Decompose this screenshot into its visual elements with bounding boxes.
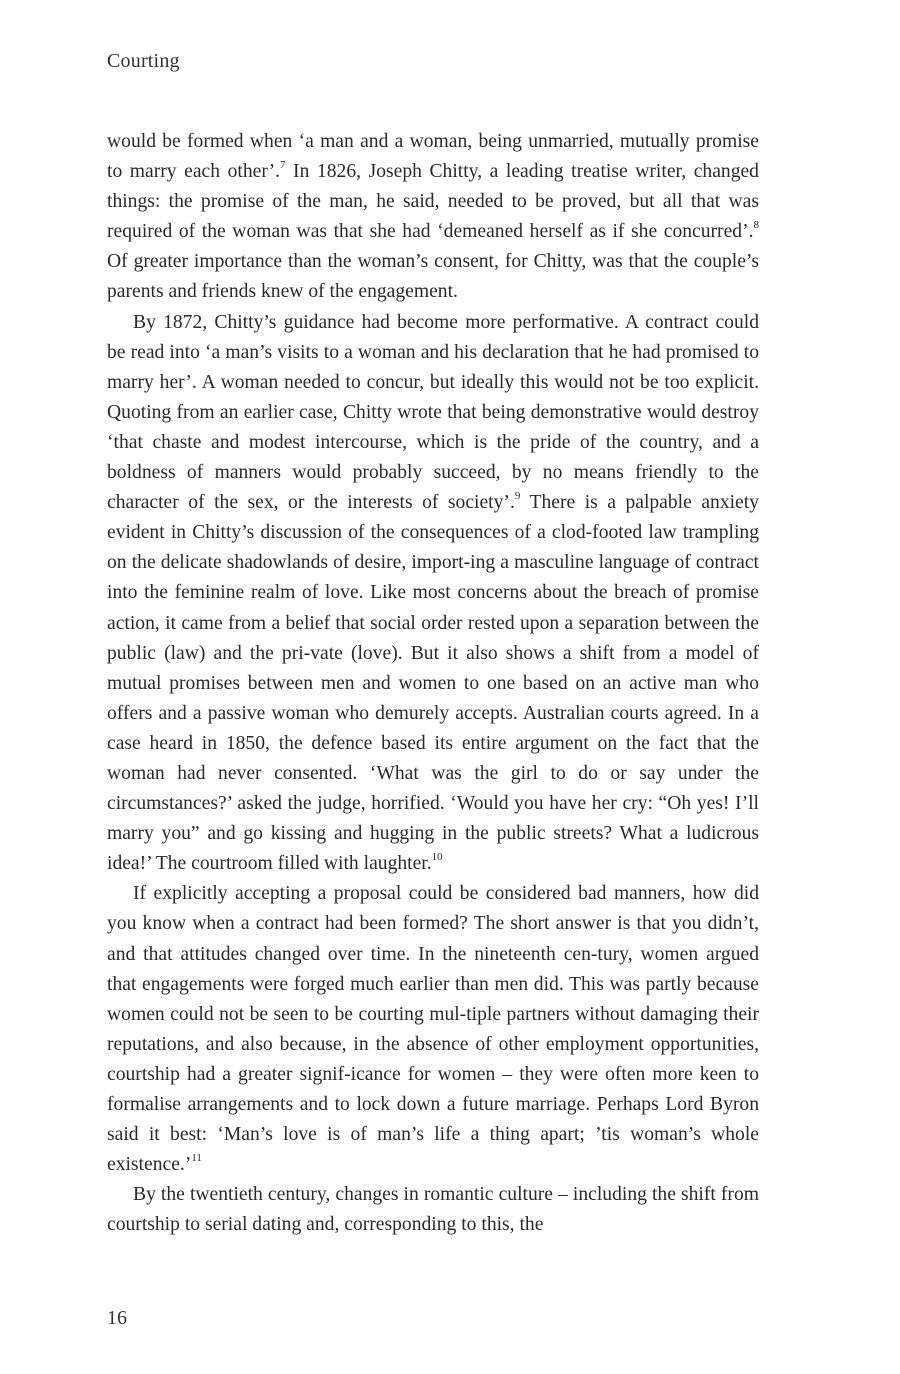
page-number: 16 (107, 1307, 127, 1329)
body-text (107, 127, 759, 1240)
footnote-ref: 7 (280, 158, 286, 171)
footnote-ref: 9 (514, 489, 521, 502)
text-run: By 1872, Chitty’s guidance had become more performative. A contract could be read into ‘a man’s visits to a woman and his declaration that he had promised to marry her’. A woman needed to concur, but ideally this would not be too explicit. Quoting from an earlier case, Chitty wrote that being demonstrative would destroy ‘that chaste and modest intercourse, which is the pride of the country, and a boldness of manners would probably succeed, by no means friendly to the character of the sex, or the interests of society’. (107, 311, 759, 514)
footnote-ref: 11 (191, 1151, 202, 1164)
running-head: Courting (107, 50, 180, 72)
paragraph-1 (107, 127, 759, 308)
text-run: would be formed when ‘a man and a woman, being unmarried, mutually promise to marry each other’. (107, 131, 759, 183)
paragraph-3 (107, 879, 759, 1180)
text-run: Of greater importance than the woman’s consent, for Chitty, was that the couple’s parents and friends knew of the engagement. (107, 251, 759, 303)
footnote-ref: 8 (753, 218, 759, 231)
text-run: In 1826, Joseph Chitty, a leading treatise writer, changed things: the promise of the man, he said, needed to be proved, but all that was required of the woman was that she had ‘demeaned herself as if she concurred’. (107, 161, 759, 243)
footnote-ref: 10 (431, 850, 443, 863)
text-run: By the twentieth century, changes in romantic culture – including the shift from courtship to serial dating and, corresponding to this, the (107, 1184, 759, 1236)
paragraph-4 (107, 1180, 759, 1240)
text-run: If explicitly accepting a proposal could be considered bad manners, how did you know when a contract had been formed? The short answer is that you didn’t, and that attitudes changed over time. In the nineteenth cen-tury, women argued that engagements were forged much earlier than men did. This was partly because women could not be seen to be courting mul-tiple partners without damaging their reputations, and also because, in the absence of other employment opportunities, courtship had a greater signif-icance for women – they were often more keen to formalise arrangements and to lock down a future marriage. Perhaps Lord Byron said it best: ‘Man’s love is of man’s life a thing apart; ’tis woman’s whole existence.’ (107, 883, 759, 1176)
paragraph-2 (107, 308, 759, 880)
text-run: There is a palpable anxiety evident in Chitty’s discussion of the consequences of a clod-footed law trampling on the delicate shadowlands of desire, import-ing a masculine language of contract into the feminine realm of love. Like most concerns about the breach of promise action, it came from a belief that social order rested upon a separation between the public (law) and the pri-vate (love). But it also shows a shift from a model of mutual promises between men and women to one based on an active man who offers and a passive woman who demurely accepts. Australian courts agreed. In a case heard in 1850, the defence based its entire argument on the fact that the woman had never consented. ‘What was the girl to do or say under the circumstances?’ asked the judge, horrified. ‘Would you have her cry: “Oh yes! I’ll marry you” and go kissing and hugging in the public streets? What a ludicrous idea!’ The courtroom filled with laughter. (107, 492, 759, 875)
